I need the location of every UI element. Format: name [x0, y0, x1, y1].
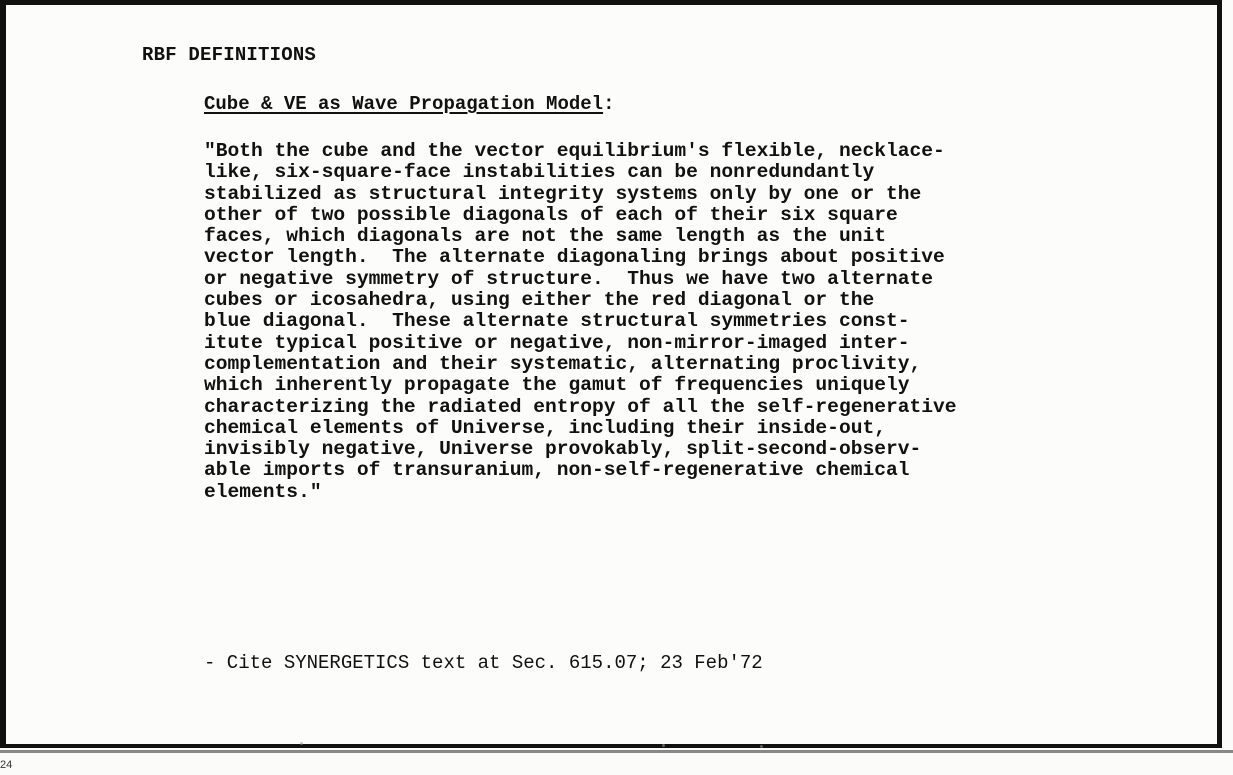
- quote-line: like, six-square-face instabilities can be nonredundantly: [204, 161, 875, 184]
- quote-line: able imports of transuranium, non-self-regenerative chemical: [204, 459, 910, 482]
- quote-line: invisibly negative, Universe provokably, split-second-observ-: [204, 438, 922, 461]
- quote-line: elements.": [204, 480, 322, 503]
- quote-line: "Both the cube and the vector equilibrium's flexible, necklace-: [204, 140, 945, 162]
- scan-speck: [662, 744, 665, 747]
- card-heading: RBF DEFINITIONS: [142, 44, 317, 66]
- quote-line: other of two possible diagonals of each of their six square: [204, 203, 898, 226]
- quote-line: stabilized as structural integrity systems only by one or the: [204, 182, 922, 205]
- quote-line: chemical elements of Universe, including their inside-out,: [204, 416, 886, 439]
- quote-body: [204, 141, 1104, 503]
- quote-line: cubes or icosahedra, using either the red diagonal or the: [204, 289, 875, 312]
- quote-line: vector length. The alternate diagonaling brings about positive: [204, 246, 945, 269]
- quote-line: complementation and their systematic, alternating proclivity,: [204, 352, 922, 375]
- quote-line: or negative symmetry of structure. Thus we have two alternate: [204, 267, 934, 290]
- quote-line: faces, which diagonals are not the same length as the unit: [204, 225, 886, 248]
- definition-title-colon: :: [603, 93, 615, 115]
- scan-speck: [760, 745, 763, 748]
- quote-line: characterizing the radiated entropy of all the self-regenerative: [204, 395, 957, 418]
- scan-speck: [300, 742, 303, 745]
- definition-title: [204, 93, 614, 115]
- citation: - Cite SYNERGETICS text at Sec. 615.07; 23 Feb'72: [204, 652, 763, 674]
- definition-title-text: Cube & VE as Wave Propagation Model: [204, 93, 604, 115]
- quote-line: blue diagonal. These alternate structural symmetries const-: [204, 310, 910, 333]
- quote-line: itute typical positive or negative, non-mirror-imaged inter-: [204, 331, 910, 354]
- page-margin-mark: 24: [0, 759, 13, 771]
- card-bottom-edge: [0, 750, 1233, 753]
- quote-line: which inherently propagate the gamut of frequencies uniquely: [204, 374, 910, 397]
